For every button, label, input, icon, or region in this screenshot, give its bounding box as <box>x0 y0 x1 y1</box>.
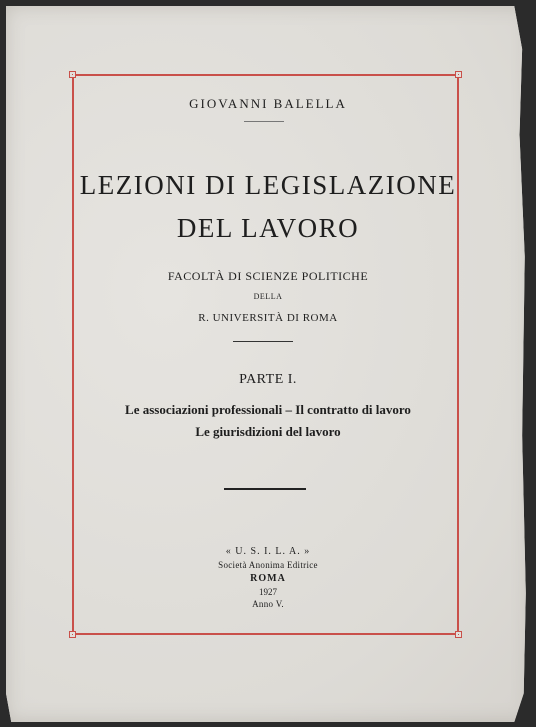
faculty-connector: DELLA <box>253 292 283 301</box>
subtitle-line-1: Le associazioni professionali – Il contratto di lavoro <box>125 402 411 417</box>
publisher-company: Società Anonima Editrice <box>218 560 318 570</box>
university-name: R. UNIVERSITÀ DI ROMA <box>198 312 338 324</box>
title-line-2: DEL LAVORO <box>176 213 360 243</box>
frame-corner-ornament <box>69 631 76 638</box>
publisher-name: « U. S. I. L. A. » <box>225 546 311 557</box>
divider-short <box>244 121 284 122</box>
frame-corner-ornament <box>455 71 462 78</box>
publication-era: Anno V. <box>252 599 284 609</box>
title-line-1: LEZIONI DI LEGISLAZIONE <box>79 170 457 200</box>
divider-middle <box>233 341 293 342</box>
author-name: GIOVANNI BALELLA <box>189 96 347 111</box>
publication-year: 1927 <box>259 587 277 597</box>
subtitle-line-2: Le giurisdizioni del lavoro <box>195 424 341 439</box>
frame-corner-ornament <box>455 631 462 638</box>
faculty-name: FACOLTÀ DI SCIENZE POLITICHE <box>167 269 369 283</box>
divider-thick <box>224 488 306 490</box>
publication-city: ROMA <box>250 573 286 584</box>
part-label: PARTE I. <box>239 372 297 387</box>
frame-corner-ornament <box>69 71 76 78</box>
